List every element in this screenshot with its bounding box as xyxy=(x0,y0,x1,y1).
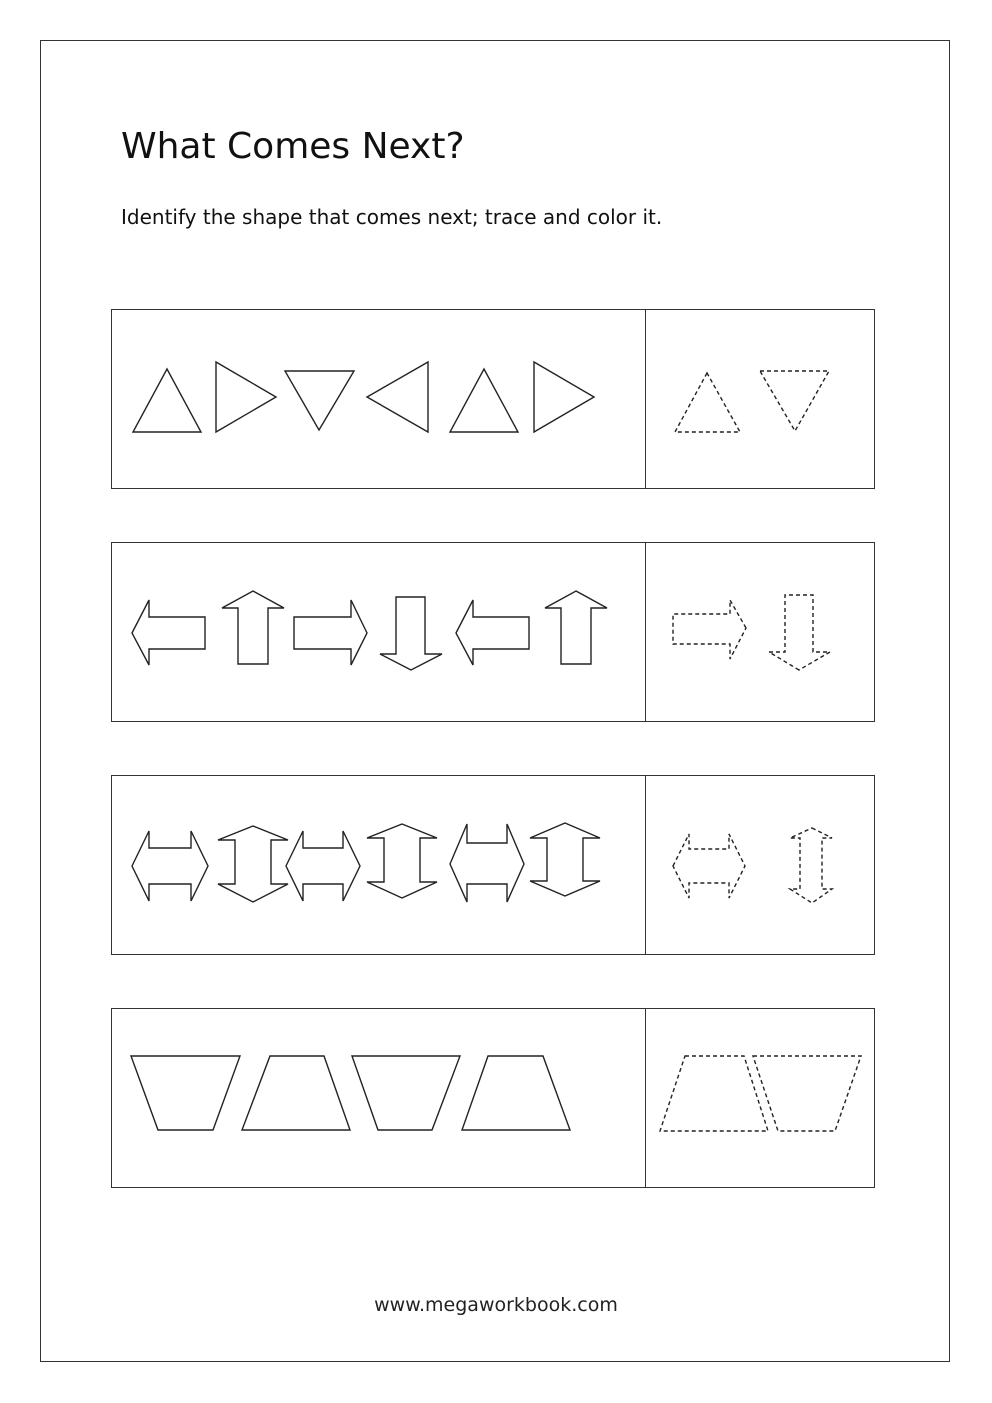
footer-website: www.megaworkbook.com xyxy=(374,1294,618,1316)
sequence-area xyxy=(132,823,600,902)
answer-options[interactable] xyxy=(675,371,829,432)
worksheet-title: What Comes Next? xyxy=(121,126,465,167)
double-arrow-vertical-shape xyxy=(530,823,600,896)
option-double-arrow-horizontal-shape[interactable] xyxy=(673,834,745,898)
arrow-left-shape xyxy=(456,600,529,665)
arrow-up-shape xyxy=(222,591,284,664)
worksheet-instruction: Identify the shape that comes next; trace and color it. xyxy=(121,205,663,229)
option-triangle-up-shape[interactable] xyxy=(675,373,740,432)
triangle-down-shape xyxy=(285,371,354,430)
double-arrow-horizontal-shape xyxy=(286,831,360,901)
arrow-up-shape xyxy=(545,591,607,664)
triangle-left-shape xyxy=(367,362,428,432)
trapezoid-upright-shape xyxy=(242,1056,350,1130)
option-double-arrow-vertical-shape[interactable] xyxy=(790,828,832,903)
arrow-down-shape xyxy=(380,597,442,670)
trapezoid-inverted-shape xyxy=(352,1056,460,1130)
sequence-area xyxy=(132,591,607,670)
triangle-right-shape xyxy=(216,362,276,432)
pattern-row-triangles xyxy=(111,309,875,489)
triangle-right-shape xyxy=(534,362,594,432)
answer-options[interactable] xyxy=(673,595,830,670)
arrow-right-shape xyxy=(294,600,367,665)
option-triangle-down-shape[interactable] xyxy=(760,371,829,431)
sequence-area xyxy=(131,1056,570,1130)
triangle-up-shape xyxy=(133,369,201,432)
trapezoid-inverted-shape xyxy=(131,1056,240,1130)
pattern-row-trapezoids xyxy=(111,1008,875,1188)
triangle-up-shape xyxy=(450,369,518,432)
arrow-left-shape xyxy=(132,600,205,665)
answer-options[interactable] xyxy=(660,1056,861,1131)
sequence-area xyxy=(133,362,594,432)
double-arrow-horizontal-shape xyxy=(132,831,208,901)
option-arrow-right-shape[interactable] xyxy=(673,600,746,659)
trapezoid-upright-shape xyxy=(462,1056,570,1130)
double-arrow-vertical-shape xyxy=(218,826,288,902)
pattern-row-double-arrows xyxy=(111,775,875,955)
option-parallelogram-left-shape[interactable] xyxy=(660,1056,768,1131)
option-arrow-down-shape[interactable] xyxy=(769,595,830,670)
pattern-row-arrows xyxy=(111,542,875,722)
double-arrow-vertical-shape xyxy=(367,824,437,898)
option-parallelogram-right-shape[interactable] xyxy=(753,1056,861,1131)
double-arrow-horizontal-shape xyxy=(450,824,524,902)
answer-options[interactable] xyxy=(673,828,832,903)
